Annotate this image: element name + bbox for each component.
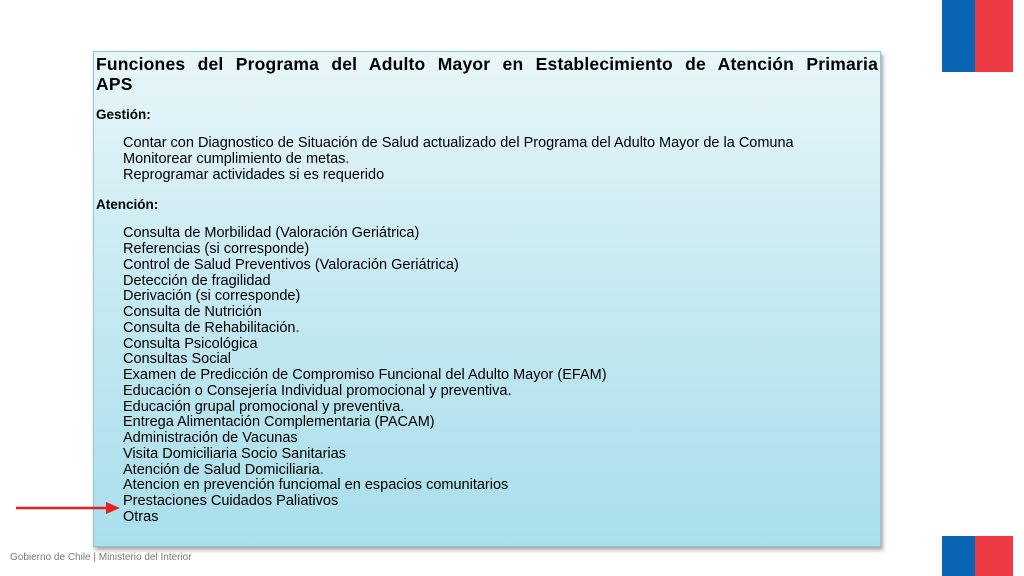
list-item: Consulta de Nutrición bbox=[123, 304, 262, 320]
content-box bbox=[93, 51, 881, 547]
flag-red-stripe bbox=[975, 536, 1013, 576]
list-item: Entrega Alimentación Complementaria (PACAM) bbox=[123, 414, 435, 431]
list-item: Consultas Social bbox=[123, 351, 231, 368]
red-arrow-icon bbox=[16, 500, 121, 516]
list-item: Atención de Salud Domiciliaria. bbox=[123, 461, 324, 478]
list-item: Monitorear cumplimiento de metas. bbox=[123, 150, 350, 167]
list-item: Consulta de Rehabilitación. bbox=[123, 319, 300, 336]
list-item: Detección de fragilidad bbox=[123, 272, 271, 289]
flag-blue-stripe bbox=[942, 536, 975, 576]
list-item: Control de Salud Preventivos (Valoración Geriátrica) bbox=[123, 256, 459, 273]
chile-flag-bottom bbox=[942, 536, 1013, 576]
list-item: Reprogramar actividades si es requerido bbox=[123, 166, 385, 183]
list-item: Otras bbox=[123, 508, 159, 525]
list-item: Referencias (si corresponde) bbox=[123, 241, 310, 257]
list-item: Educación o Consejería Individual promocional y preventiva. bbox=[123, 382, 512, 399]
list-item: Consulta de Morbilidad (Valoración Geriátrica) bbox=[123, 225, 420, 242]
arrow-head bbox=[106, 502, 120, 514]
flag-red-stripe bbox=[975, 0, 1013, 72]
list-item: Derivación (si corresponde) bbox=[123, 288, 301, 305]
list-item: Visita Domiciliaria Socio Sanitarias bbox=[123, 445, 346, 462]
gestion-list bbox=[96, 136, 880, 183]
atencion-heading: Atención: bbox=[96, 197, 159, 213]
list-item: Administración de Vacunas bbox=[123, 430, 298, 446]
list-item: Contar con Diagnostico de Situación de Salud actualizado del Programa del Adulto Mayor de la Comuna bbox=[123, 135, 794, 151]
list-item: Educación grupal promocional y preventiva. bbox=[123, 398, 405, 415]
list-item: Examen de Predicción de Compromiso Funcional del Adulto Mayor (EFAM) bbox=[123, 367, 607, 383]
list-item: Prestaciones Cuidados Paliativos bbox=[123, 493, 339, 509]
gestion-heading: Gestión: bbox=[96, 107, 151, 122]
list-item: Atencion en prevención funciomal en espacios comunitarios bbox=[123, 477, 509, 494]
chile-flag-top bbox=[942, 0, 1013, 72]
list-item: Consulta Psicológica bbox=[123, 335, 258, 352]
slide-title: Funciones del Programa del Adulto Mayor en Establecimiento de Atención Primaria APS bbox=[96, 54, 878, 94]
atencion-list bbox=[96, 226, 880, 525]
flag-blue-stripe bbox=[942, 0, 975, 72]
footer-text: Gobierno de Chile | Ministerio del Interior bbox=[10, 552, 192, 563]
